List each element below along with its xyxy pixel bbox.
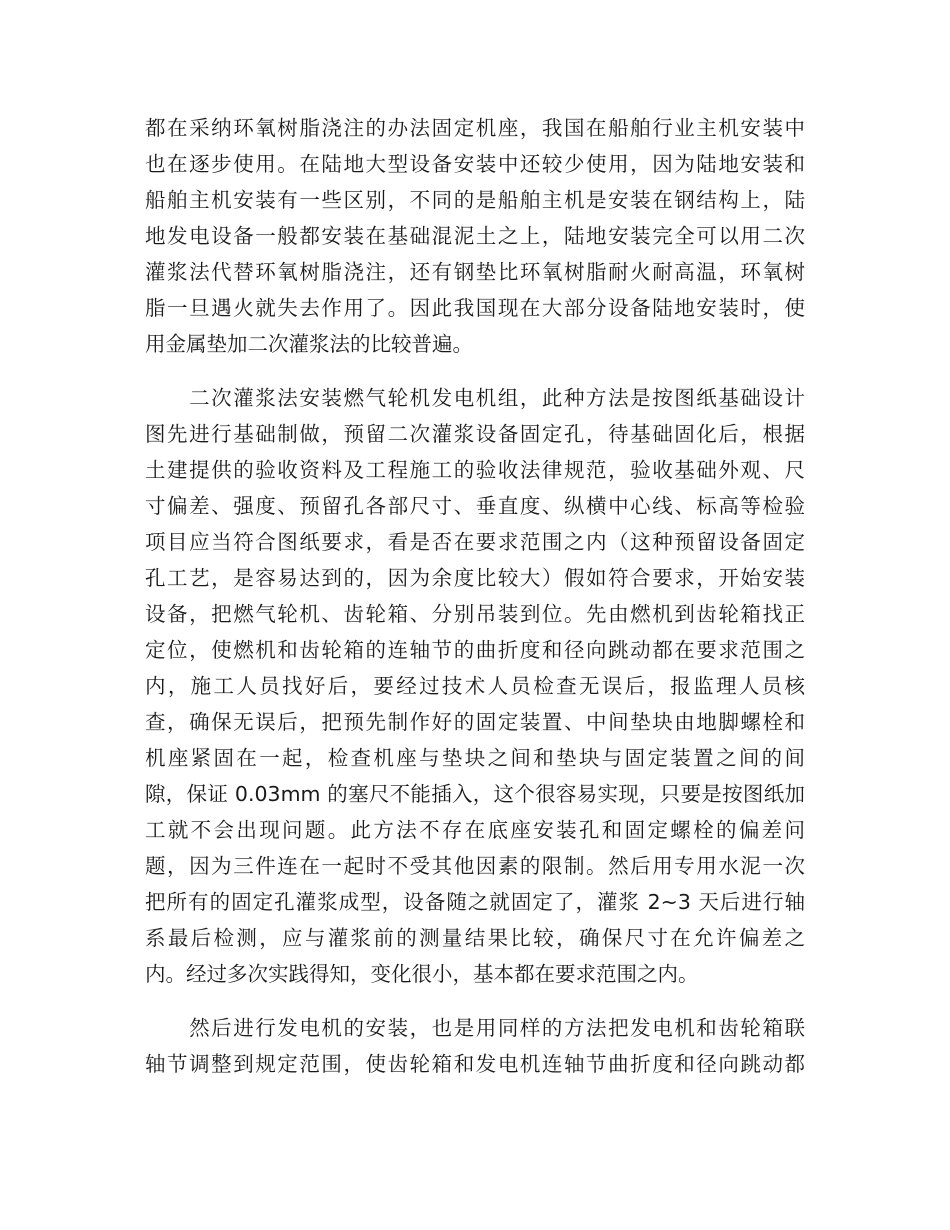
text-line: 灌浆法代替环氧树脂浇注，还有钢垫比环氧树脂耐火耐高温，环氧树 bbox=[145, 260, 805, 284]
text-line: 寸偏差、强度、预留孔各部尺寸、垂直度、纵横中心线、标高等检验 bbox=[145, 494, 805, 518]
paragraph-3 bbox=[145, 1010, 805, 1082]
text-line: 图先进行基础制做，预留二次灌浆设备固定孔，待基础固化后，根据 bbox=[145, 422, 805, 446]
text-line: 用金属垫加二次灌浆法的比较普遍。 bbox=[145, 332, 473, 356]
document-page bbox=[145, 110, 805, 1082]
text-line: 题，因为三件连在一起时不受其他因素的限制。然后用专用水泥一次 bbox=[145, 854, 805, 878]
text-line: 工就不会出现问题。此方法不存在底座安装孔和固定螺栓的偏差问 bbox=[145, 818, 805, 842]
text-line: 定位，使燃机和齿轮箱的连轴节的曲折度和径向跳动都在要求范围之 bbox=[145, 638, 805, 662]
paragraph-2 bbox=[145, 380, 805, 992]
text-line: 设备，把燃气轮机、齿轮箱、分别吊装到位。先由燃机到齿轮箱找正 bbox=[145, 602, 805, 626]
text-line: 二次灌浆法安装燃气轮机发电机组，此种方法是按图纸基础设计 bbox=[145, 386, 805, 410]
text-line: 内，施工人员找好后，要经过技术人员检查无误后，报监理人员核 bbox=[145, 674, 805, 698]
paragraph-1 bbox=[145, 110, 805, 362]
text-line: 查，确保无误后，把预先制作好的固定装置、中间垫块由地脚螺栓和 bbox=[145, 710, 805, 734]
text-line: 孔工艺，是容易达到的，因为余度比较大）假如符合要求，开始安装 bbox=[145, 566, 805, 590]
text-line: 项目应当符合图纸要求，看是否在要求范围之内（这种预留设备固定 bbox=[145, 530, 805, 554]
text-line: 脂一旦遇火就失去作用了。因此我国现在大部分设备陆地安装时，使 bbox=[145, 296, 805, 320]
text-line: 船舶主机安装有一些区别，不同的是船舶主机是安装在钢结构上，陆 bbox=[145, 188, 805, 212]
text-line: 也在逐步使用。在陆地大型设备安装中还较少使用，因为陆地安装和 bbox=[145, 152, 805, 176]
text-line: 土建提供的验收资料及工程施工的验收法律规范，验收基础外观、尺 bbox=[145, 458, 805, 482]
text-line: 内。经过多次实践得知，变化很小，基本都在要求范围之内。 bbox=[145, 962, 699, 986]
text-line: 地发电设备一般都安装在基础混泥土之上，陆地安装完全可以用二次 bbox=[145, 224, 805, 248]
text-line: 系最后检测，应与灌浆前的测量结果比较，确保尺寸在允许偏差之 bbox=[145, 926, 805, 950]
text-line: 把所有的固定孔灌浆成型，设备随之就固定了，灌浆 2~3 天后进行轴 bbox=[145, 890, 805, 914]
text-line: 然后进行发电机的安装，也是用同样的方法把发电机和齿轮箱联 bbox=[145, 1016, 805, 1040]
text-line: 机座紧固在一起，检查机座与垫块之间和垫块与固定装置之间的间 bbox=[145, 746, 805, 770]
text-line: 隙，保证 0.03mm 的塞尺不能插入，这个很容易实现，只要是按图纸加 bbox=[145, 782, 805, 806]
text-line: 都在采纳环氧树脂浇注的办法固定机座，我国在船舶行业主机安装中 bbox=[145, 116, 805, 140]
text-line: 轴节调整到规定范围，使齿轮箱和发电机连轴节曲折度和径向跳动都 bbox=[145, 1052, 805, 1076]
